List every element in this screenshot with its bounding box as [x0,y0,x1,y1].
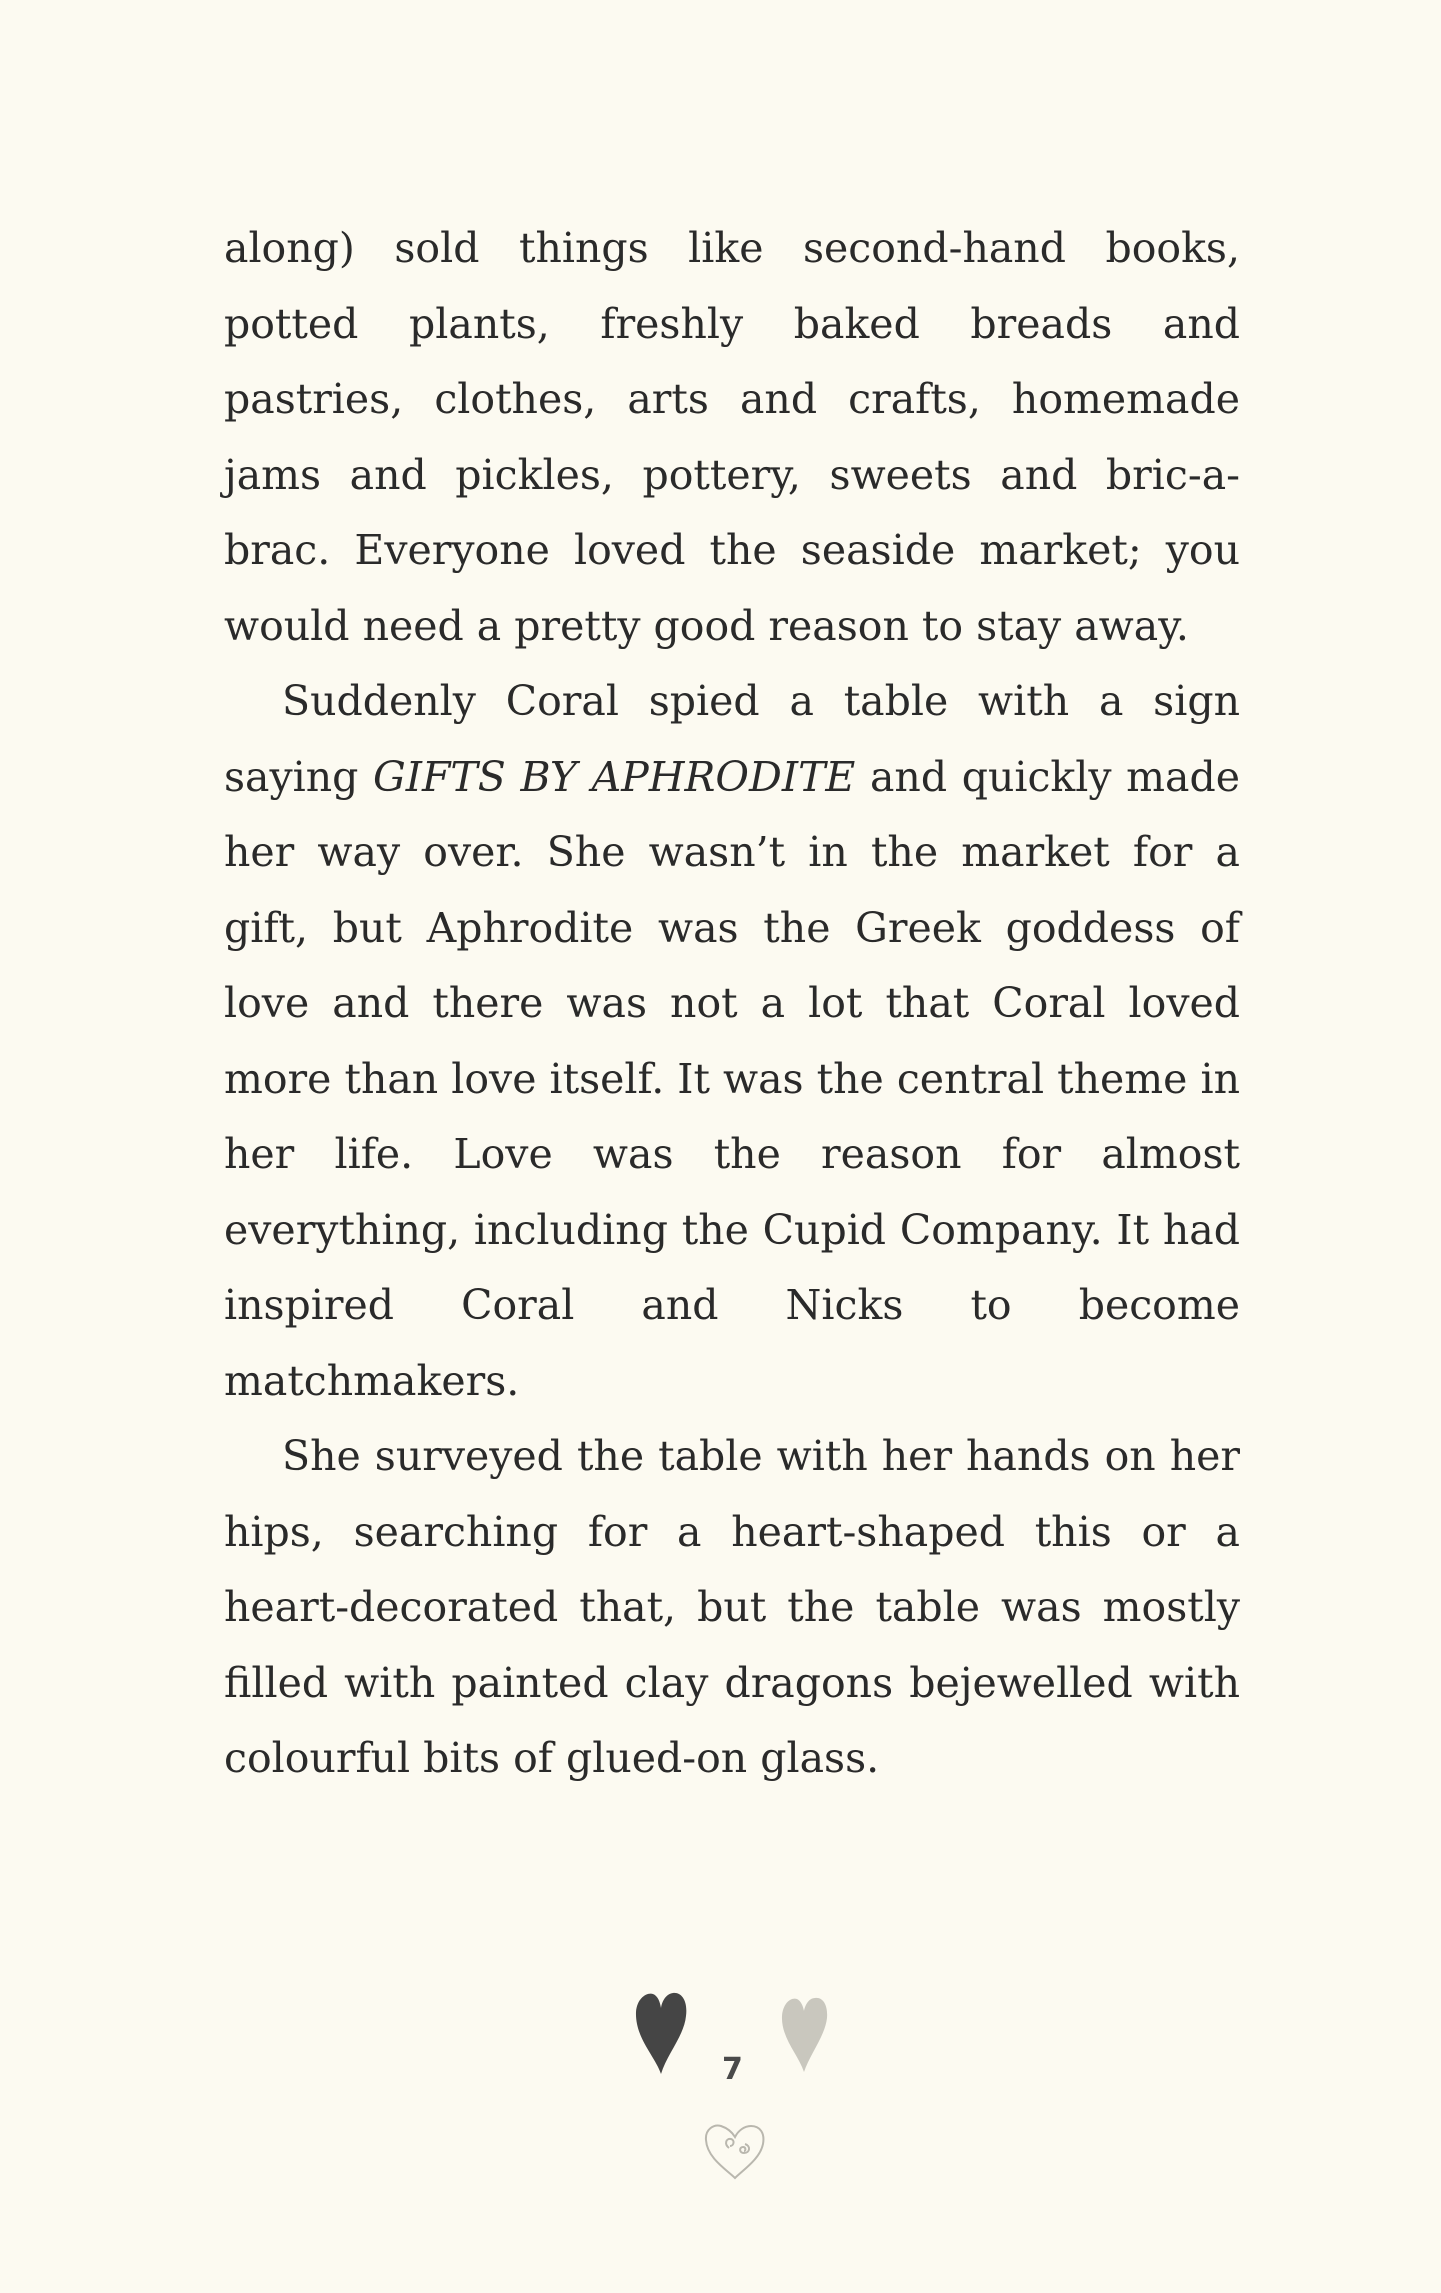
paragraph-2 [224,664,1240,1419]
page-number: 7 [722,2052,743,2087]
paragraph-2-text-start: Suddenly Coral spied a table with a sign saying [224,677,1240,801]
paragraph-1 [224,211,1240,664]
paragraph-2-text-end: and quickly made her way over. She wasn’t in the market for a gift, but Aphrodite was the Greek goddess of love and there was not a lot that Coral loved more than love itself. It was the central theme in her life. Love was the reason for almost everything, including the Cupid Company. It had inspired Coral and Nicks to become matchmakers. [224,752,1240,1405]
swirl-heart-icon [700,2120,770,2182]
paragraph-1-text: along) sold things like second-hand books, potted plants, freshly baked breads and pastries, clothes, arts and crafts, homemade jams and pickles, pottery, sweets and bric-a-brac. Everyone loved the seaside market; you would need a pretty good reason to stay away. [224,224,1240,650]
body-text [224,211,1240,1797]
light-heart-icon [778,1994,830,2074]
sign-title: GIFTS BY APHRODITE [373,752,856,801]
paragraph-3 [224,1419,1240,1797]
paragraph-3-text: She surveyed the table with her hands on her hips, searching for a heart-shaped this or a heart-decorated that, but the table was mostly filled with painted clay dragons bejewelled with colourful bits of glued-on glass. [224,1432,1240,1782]
dark-heart-icon [633,1990,689,2076]
page-footer [0,1990,1441,2210]
